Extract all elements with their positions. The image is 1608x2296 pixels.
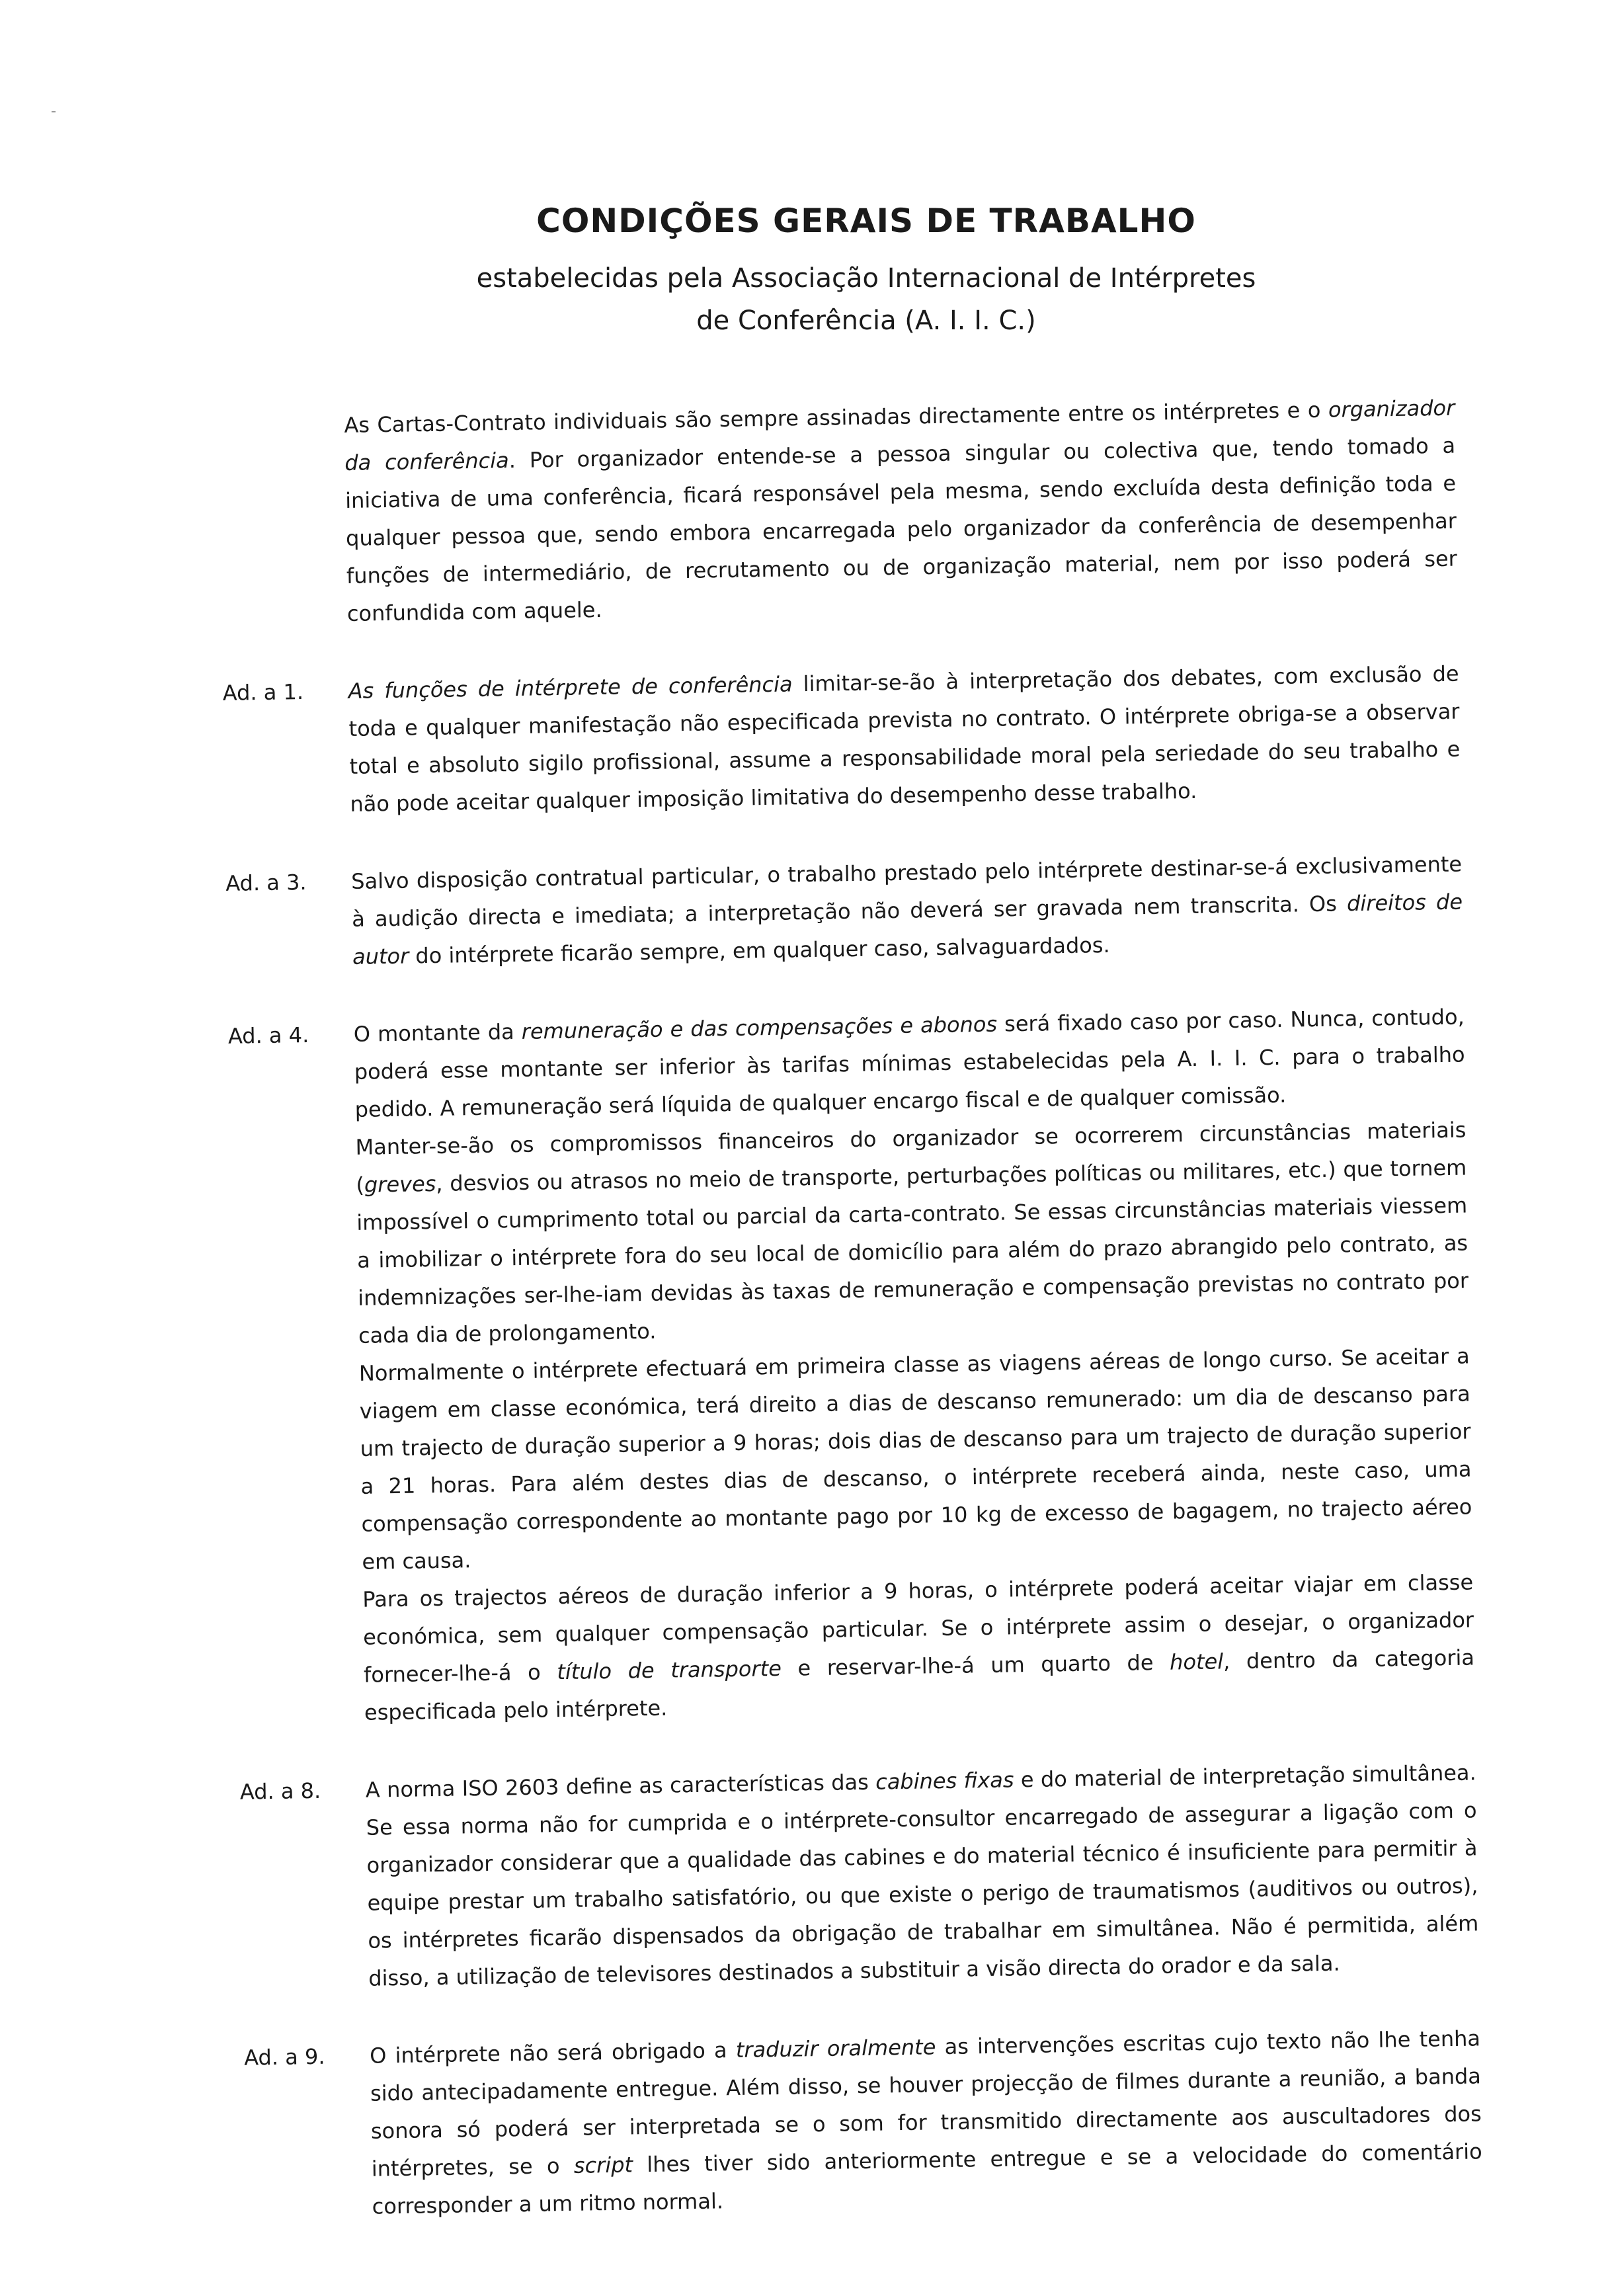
section-text-part: limitar-se-ão à interpretação dos debates, com exclusão de toda e qualquer manifestação não especificada prevista no contrato. O intérprete obriga-se a observar total e absoluto sigilo profissional, assume a responsabilidade moral pela seriedade do seu trabalho e não pode aceitar qualquer imposição limitativa do desempenho desse trabalho. (348, 661, 1461, 817)
section-subparagraph (362, 1563, 1475, 1731)
section-label: Ad. a 1. (222, 679, 304, 706)
section-text-part: as intervenções escritas cujo texto não lhe tenha sido antecipadamente entregue. Além disso, se houver projecção de filmes durante a reunião, a banda sonora só poderá ser interpretada se o som for transmitido directamente aos auscultadores dos intérpretes, se o (370, 2026, 1482, 2182)
section-text-part: lhes tiver sido anteriormente entregue e se a velocidade do comentário corresponder a um ritmo normal. (372, 2139, 1482, 2219)
section-text (365, 1754, 1479, 1997)
section-text-part: O montante da (353, 1018, 522, 1047)
section-text (370, 2020, 1483, 2225)
intro-text (344, 390, 1458, 633)
section-text (348, 655, 1461, 823)
section-ad-3 (225, 846, 1463, 978)
section-subparagraph: Normalmente o intérprete efectuará em primeira classe as viagens aéreas de longo curso. Se aceitar a viagem em classe económica, terá direito a dias de descanso remunerado: um dia de descanso para um trajecto de duração superior a 9 horas; dois dias de descanso para um trajecto de duração superior a 21 horas. Para além destes dias de descanso, o intérprete receberá ainda, neste caso, uma compensação correspondente ao montante pago por 10 kg de excesso de bagagem, no trajecto aéreo em causa. (358, 1343, 1472, 1575)
section-text-part: A norma ISO 2603 define as características das (365, 1769, 876, 1803)
section-text-part: será fixado caso por caso. Nunca, contudo, poderá esse montante ser inferior às tarifas mínimas estabelecidas pela A. I. I. C. para o trabalho pedido. A remuneração será líquida de qualquer encargo fiscal e de qualquer comissão. (354, 1004, 1465, 1122)
section-text-part: O intérprete não será obrigado a (369, 2037, 737, 2069)
section-ad-8 (239, 1754, 1479, 1999)
section-ad-1 (222, 655, 1461, 825)
section-text (353, 999, 1475, 1732)
section-label: Ad. a 9. (243, 2043, 325, 2070)
section-subparagraph (355, 1111, 1469, 1354)
section-text-part: do intérprete ficarão sempre, em qualquer caso, salvaguardados. (408, 932, 1110, 969)
section-text-part: Salvo disposição contratual particular, o trabalho prestado pelo intérprete destinar-se-á exclusivamente à audição directa e imediata; a interpretação não deverá ser gravada nem transcrita. Os (350, 851, 1463, 932)
intro-paragraph (218, 390, 1458, 635)
section-emphasis: direitos de autor (352, 889, 1463, 969)
document-body (218, 390, 1484, 2268)
section-text (351, 846, 1463, 976)
section-emphasis: título de transporte (557, 1655, 782, 1685)
document-subtitle-line2: de Conferência (A. I. I. C.) (696, 306, 1036, 336)
section-emphasis: traduzir oralmente (735, 2034, 936, 2063)
section-ad-4 (227, 999, 1475, 1734)
section-text-part: Para os trajectos aéreos de duração inferior a 9 horas, o intérprete poderá aceitar viajar em classe económica, sem qualquer compensação particular. Se o intérprete assim o desejar, o organizador fornecer-lhe-á o (362, 1569, 1474, 1688)
section-emphasis: As funções de intérprete de conferência (348, 671, 793, 704)
section-emphasis: script (573, 2152, 633, 2178)
section-text-part: , desvios ou atrasos no meio de transporte, perturbações políticas ou militares, etc.) que tornem impossível o cumprimento total ou parcial da carta-contrato. Se essas circunstâncias materiais viessem a imobilizar o intérprete fora do seu local de domicílio para além do prazo abrangido pelo contrato, as indemnizações ser-lhe-iam devidas às taxas de remuneração e compensação previstas no contrato por cada dia de prolongamento. (356, 1155, 1469, 1348)
section-emphasis: remuneração e das compensações e abonos (521, 1011, 998, 1044)
section-label: Ad. a 4. (227, 1022, 309, 1049)
section-text-part: e do material de interpretação simultânea. Se essa norma não for cumprida e o intérprete-consultor encarregado de assegurar a ligação com o organizador considerar que a qualidade das cabines e do material técnico é insuficiente para permitir à equipe prestar um trabalho satisfatório, ou que existe o perigo de traumatismos (auditivos ou outros), os intérpretes ficarão dispensados da obrigação de trabalhar em simultânea. Não é permitida, além disso, a utilização de televisores destinados a substituir a visão directa do orador e da sala. (366, 1760, 1479, 1991)
section-ad-9 (244, 2020, 1483, 2227)
document-subtitle-line1: estabelecidas pela Associação Internacional de Intérpretes (476, 263, 1256, 294)
document-title: CONDIÇÕES GERAIS DE TRABALHO (536, 202, 1196, 240)
intro-text-part: As Cartas-Contrato individuais são sempre assinadas directamente entre os intérpretes e o (344, 397, 1329, 438)
document-header (423, 202, 1309, 342)
section-text-part: e reservar-lhe-á um quarto de (781, 1649, 1170, 1681)
section-emphasis: greves (364, 1170, 436, 1198)
section-text-part: , dentro da categoria especificada pelo intérprete. (364, 1645, 1475, 1725)
section-label: Ad. a 8. (239, 1778, 321, 1805)
intro-text-part: . Por organizador entende-se a pessoa singular ou colectiva que, tendo tomado a iniciativa de uma conferência, ficará responsável pela mesma, sendo excluída desta definição toda e qualquer pessoa que, sendo embora encarregada pelo organizador da conferência de desempenhar funções de intermediário, de recrutamento ou de organização material, nem por isso poderá ser confundida com aquele. (344, 432, 1458, 626)
scan-speck (52, 111, 56, 112)
section-text-part: Manter-se-ão os compromissos financeiros do organizador se ocorrerem circunstâncias materiais ( (355, 1117, 1467, 1198)
intro-emphasis: organizador da conferência (344, 395, 1455, 476)
section-subparagraph (353, 999, 1465, 1129)
section-emphasis: cabines fixas (875, 1767, 1014, 1795)
section-emphasis: hotel (1169, 1649, 1224, 1675)
intro-label (218, 407, 347, 635)
section-label: Ad. a 3. (225, 869, 307, 896)
